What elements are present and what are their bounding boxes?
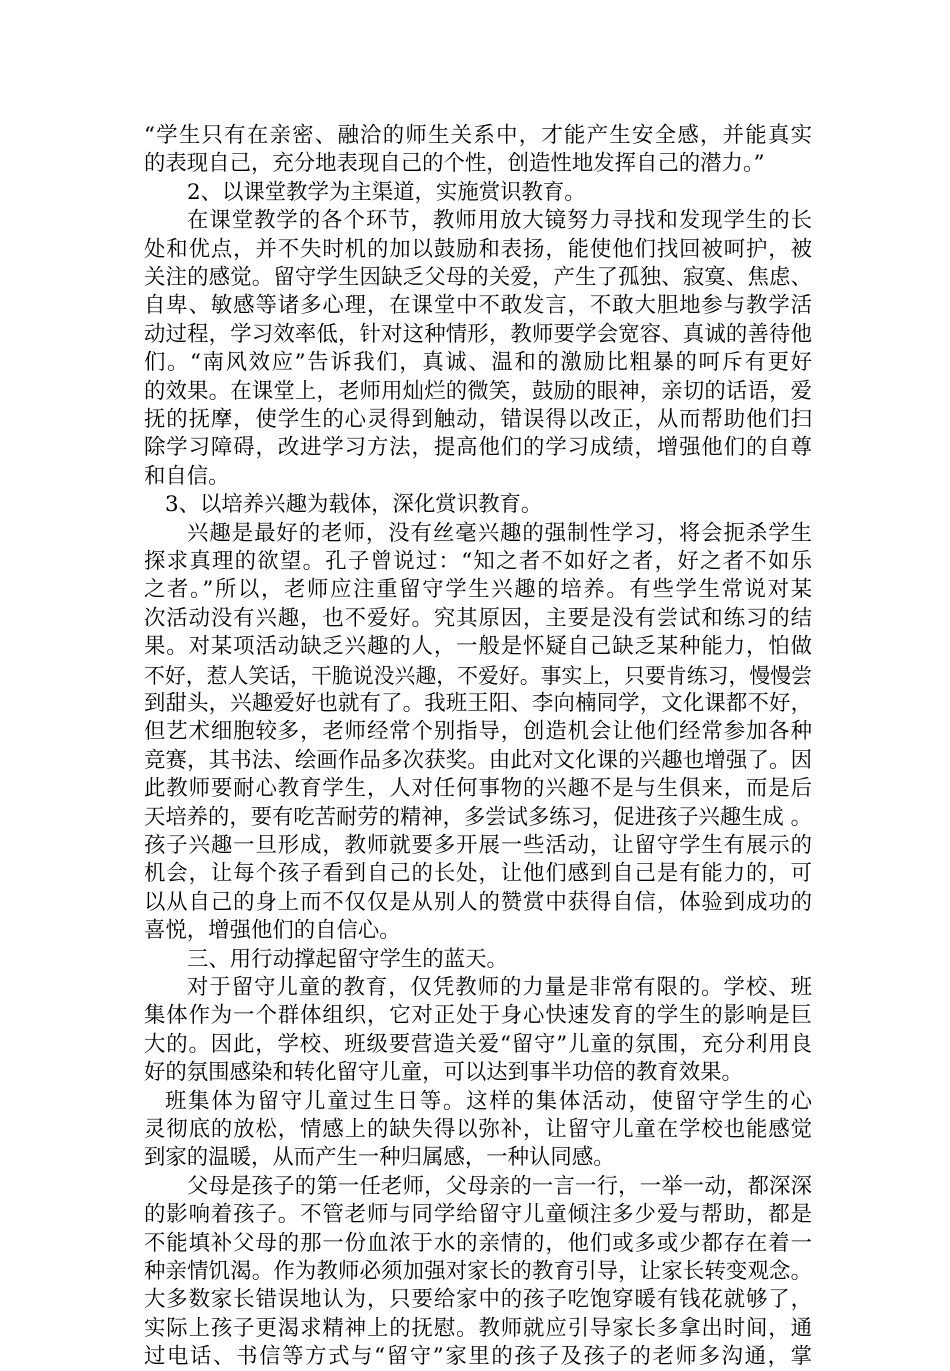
text-line: 实际上孩子更渴求精神上的抚慰。教师就应引导家长多拿出时间，通 (144, 1315, 812, 1341)
text-line: 们。“南风效应”告诉我们，真诚、温和的激励比粗暴的呵斥有更好 (144, 350, 812, 376)
text-line: 集体作为一个群体组织，它对正处于身心快速发育的学生的影响是巨 (144, 1003, 812, 1029)
text-line: 2、以课堂教学为主渠道，实施赏识教育。 (187, 179, 586, 205)
text-line: 的效果。在课堂上，老师用灿烂的微笑，鼓励的眼神，亲切的话语，爱 (144, 378, 812, 404)
text-line: 此教师要耐心教育学生，人对任何事物的兴趣不是与生俱来，而是后 (144, 776, 812, 802)
text-line: 次活动没有兴趣，也不爱好。究其原因，主要是没有尝试和练习的结 (144, 605, 812, 631)
text-line: 到家的温暖，从而产生一种归属感，一种认同感。 (144, 1145, 615, 1171)
text-line: 之者。”所以，老师应注重留守学生兴趣的培养。有些学生常说对某 (144, 577, 812, 603)
text-line: 自卑、敏感等诸多心理，在课堂中不敢发言，不敢大胆地参与教学活 (144, 293, 812, 319)
text-line: 大多数家长错误地认为，只要给家中的孩子吃饱穿暖有钱花就够了， (144, 1287, 812, 1313)
text-line: 孩子兴趣一旦形成，教师就要多开展一些活动，让留守学生有展示的 (144, 833, 812, 858)
text-line: 过电话、书信等方式与“留守”家里的孩子及孩子的老师多沟通，掌 (144, 1344, 812, 1370)
text-line: 抚的抚摩，使学生的心灵得到触动，错误得以改正，从而帮助他们扫 (144, 407, 812, 432)
text-line: 以从自己的身上而不仅仅是从别人的赞赏中获得自信，体验到成功的 (144, 889, 812, 915)
text-line: 好的氛围感染和转化留守儿童，可以达到事半功倍的教育效果。 (144, 1060, 743, 1086)
text-line: 不能填补父母的那一份血浓于水的亲情的，他们或多或少都存在着一 (144, 1230, 812, 1256)
text-line: 竞赛，其书法、绘画作品多次获奖。由此对文化课的兴趣也增强了。因 (144, 747, 812, 773)
text-line: 兴趣是最好的老师，没有丝毫兴趣的强制性学习，将会扼杀学生 (187, 520, 812, 546)
text-line: 动过程，学习效率低，针对这种情形，教师要学会宽容、真诚的善待他 (144, 321, 812, 347)
text-line: 3、以培养兴趣为载体，深化赏识教育。 (165, 492, 543, 518)
text-line: 三、用行动撑起留守学生的蓝天。 (187, 946, 508, 972)
text-line: 处和优点，并不失时机的加以鼓励和表扬，能使他们找回被呵护，被 (144, 236, 812, 262)
text-line: 在课堂教学的各个环节，教师用放大镜努力寻找和发现学生的长 (187, 208, 812, 234)
text-line: 天培养的，要有吃苦耐劳的精神，多尝试多练习，促进孩子兴趣生成 。 (144, 804, 812, 830)
text-line: 探求真理的欲望。孔子曾说过：“知之者不如好之者，好之者不如乐 (144, 549, 812, 574)
text-line: 不好，惹人笑话，干脆说没兴趣，不爱好。事实上，只要肯练习，慢慢尝 (144, 663, 812, 688)
text-line: 对于留守儿童的教育，仅凭教师的力量是非常有限的。学校、班 (187, 975, 812, 1000)
text-line: 班集体为留守儿童过生日等。这样的集体活动，使留守学生的心 (165, 1088, 812, 1114)
text-line: 灵彻底的放松，情感上的缺失得以弥补，让留守儿童在学校也能感觉 (144, 1117, 812, 1142)
text-line: 大的。因此，学校、班级要营造关爱“留守”儿童的氛围，充分利用良 (144, 1031, 812, 1057)
text-line: 关注的感觉。留守学生因缺乏父母的关爱，产生了孤独、寂寞、焦虑、 (144, 265, 812, 290)
text-line: 机会，让每个孩子看到自己的长处，让他们感到自己是有能力的，可 (144, 861, 812, 887)
text-line: 的表现自己，充分地表现自己的个性，创造性地发挥自己的潜力。” (144, 151, 765, 177)
text-line: 喜悦，增强他们的自信心。 (144, 918, 401, 944)
text-line: 但艺术细胞较多，老师经常个别指导，创造机会让他们经常参加各种 (144, 719, 812, 745)
text-line: 的影响着孩子。不管老师与同学给留守儿童倾注多少爱与帮助，都是 (144, 1202, 812, 1228)
text-line: 果。对某项活动缺乏兴趣的人，一般是怀疑自己缺乏某种能力，怕做 (144, 634, 812, 660)
text-line: 种亲情饥渴。作为教师必须加强对家长的教育引导，让家长转变观念。 (144, 1259, 812, 1284)
text-line: “学生只有在亲密、融洽的师生关系中，才能产生安全感，并能真实 (144, 123, 812, 148)
text-line: 到甜头，兴趣爱好也就有了。我班王阳、李向楠同学，文化课都不好， (144, 691, 812, 716)
text-line: 和自信。 (144, 463, 230, 489)
text-line: 父母是孩子的第一任老师，父母亲的一言一行，一举一动，都深深 (187, 1173, 812, 1199)
text-line: 除学习障碍，改进学习方法，提高他们的学习成绩，增强他们的自尊 (144, 435, 812, 461)
